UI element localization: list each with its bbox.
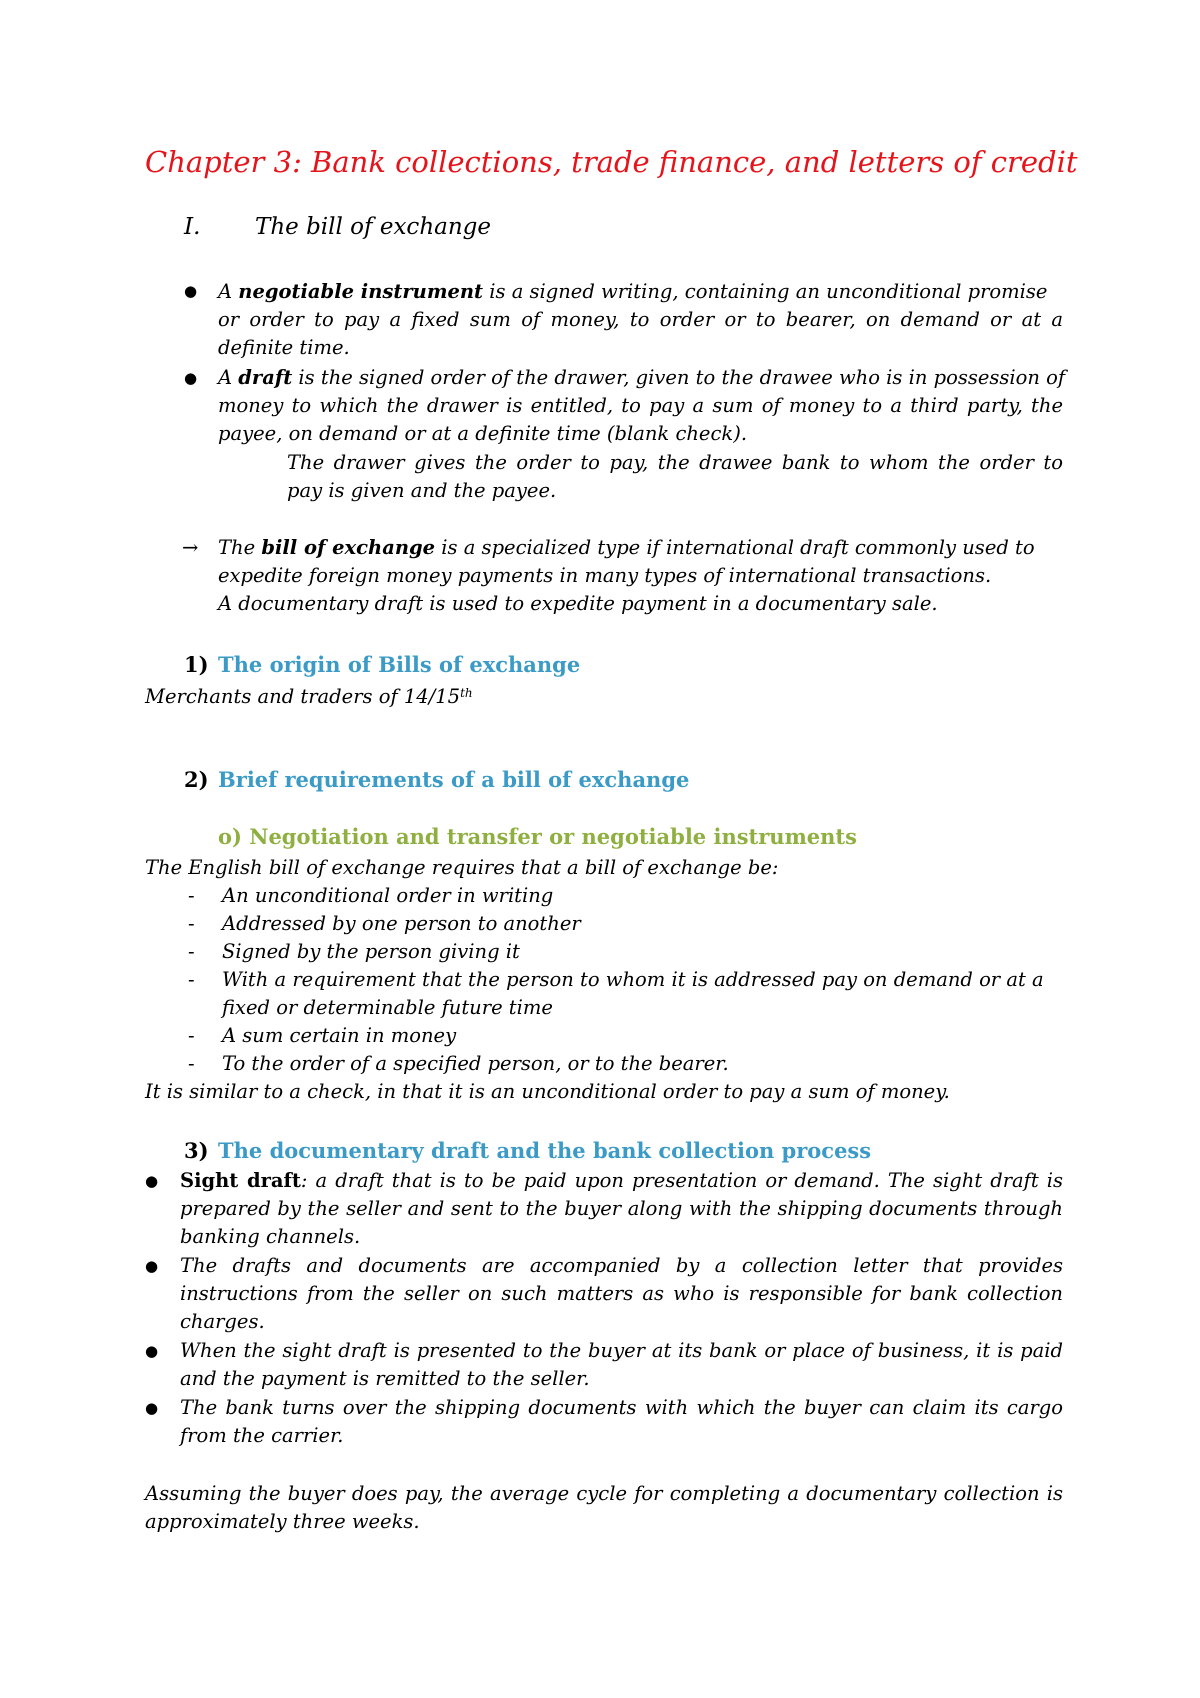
subheading-number: 3) (184, 1138, 209, 1163)
closing-line: approximately three weeks. (145, 1510, 420, 1533)
drawer-note-line: The drawer gives the order to pay, the drawee bank to whom the order to (287, 451, 1063, 474)
closing-line: Assuming the buyer does pay, the average cycle for completing a documentary collection is (145, 1482, 1063, 1505)
list-item: Addressed by one person to another (222, 912, 581, 935)
bullet-line: The bank turns over the shipping documents with which the buyer can claim its cargo (180, 1396, 1063, 1419)
arrow-para-line: expedite foreign money payments in many types of international transactions. (218, 564, 992, 587)
arrow-para-line: A documentary draft is used to expedite payment in a documentary sale. (218, 592, 938, 615)
subheading-origin: The origin of Bills of exchange (218, 652, 581, 677)
dash-icon: - (188, 884, 195, 907)
sight-draft-line: prepared by the seller and sent to the buyer along with the shipping documents through (180, 1197, 1063, 1220)
dash-icon: - (188, 968, 195, 991)
section-title: The bill of exchange (255, 214, 491, 240)
list-item: To the order of a specified person, or to the bearer. (222, 1052, 729, 1075)
subheading-number: 1) (184, 652, 209, 677)
bullet-line: The drafts and documents are accompanied by a collection letter that provides (180, 1254, 1063, 1277)
english-intro: The English bill of exchange requires that a bill of exchange be: (145, 856, 779, 879)
bullet-icon: ● (145, 1399, 159, 1417)
origin-text: Merchants and traders of 14/15th (145, 685, 473, 708)
bullet-line: When the sight draft is presented to the buyer at its bank or place of business, it is paid (180, 1339, 1063, 1362)
section-numeral: I. (184, 214, 201, 240)
bullet-icon: ● (184, 282, 198, 300)
bullet-line: from the carrier. (180, 1424, 344, 1447)
bullet-line: and the payment is remitted to the seller. (180, 1367, 590, 1390)
list-item: An unconditional order in writing (222, 884, 554, 907)
dash-icon: - (188, 1052, 195, 1075)
arrow-para-line: The bill of exchange is a specialized type if international draft commonly used to (218, 536, 1035, 559)
subheading-requirements: Brief requirements of a bill of exchange (218, 767, 690, 792)
sight-draft-line: banking channels. (180, 1225, 361, 1248)
chapter-title: Chapter 3: Bank collections, trade finance, and letters of credit (145, 145, 1078, 179)
list-item: fixed or determinable future time (222, 996, 553, 1019)
bullet-icon: ● (145, 1172, 159, 1190)
bullet-icon: ● (145, 1342, 159, 1360)
bullet-icon: ● (145, 1257, 159, 1275)
bullet-line: money to which the drawer is entitled, to pay a sum of money to a third party, the (218, 394, 1063, 417)
bullet-line: instructions from the seller on such matters as who is responsible for bank collection (180, 1282, 1063, 1305)
list-item: A sum certain in money (222, 1024, 457, 1047)
list-item: With a requirement that the person to whom it is addressed pay on demand or at a (222, 968, 1044, 991)
dash-icon: - (188, 1024, 195, 1047)
bullet-line: payee, on demand or at a definite time (blank check). (218, 422, 748, 445)
bullet-line: charges. (180, 1310, 265, 1333)
arrow-icon: → (182, 536, 199, 559)
bullet-line: definite time. (218, 336, 350, 359)
sight-draft-line: Sight draft: a draft that is to be paid upon presentation or demand. The sight draft is (180, 1169, 1063, 1192)
bullet-line: or order to pay a fixed sum of money, to order or to bearer, on demand or at a (218, 308, 1063, 331)
list-item: Signed by the person giving it (222, 940, 520, 963)
bullet-icon: ● (184, 369, 198, 387)
bullet-line: A negotiable instrument is a signed writing, containing an unconditional promise (218, 280, 1048, 303)
subheading-documentary-draft: The documentary draft and the bank collection process (218, 1138, 872, 1163)
dash-icon: - (188, 940, 195, 963)
bullet-line: A draft is the signed order of the drawer, given to the drawee who is in possession of (218, 366, 1066, 389)
dash-icon: - (188, 912, 195, 935)
similar-text: It is similar to a check, in that it is an unconditional order to pay a sum of money. (145, 1080, 950, 1103)
subheading-negotiation: o) Negotiation and transfer or negotiable instruments (218, 824, 857, 849)
subheading-number: 2) (184, 767, 209, 792)
drawer-note-line: pay is given and the payee. (287, 479, 557, 502)
